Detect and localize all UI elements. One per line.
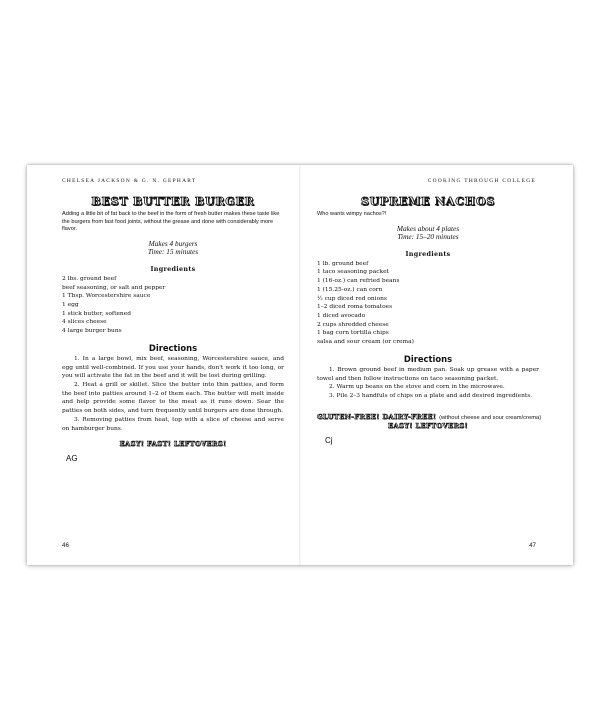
- ingredients-list: [317, 260, 539, 347]
- direction-step: 1. In a large bowl, mix beef, seasoning, Worcestershire sauce, and egg until well-combined. If you use your hands, don't work it too long, or you will activate the fat in the beef and it will be lost during grilling.: [62, 355, 284, 380]
- recipe-tagline: EASY! LEFTOVERS!: [388, 421, 468, 430]
- recipe-time: Time: 15 minutes: [147, 247, 199, 257]
- ingredient-item: beef seasoning, or salt and pepper: [62, 284, 166, 291]
- ingredient-item: 1 (15.25-oz.) can corn: [317, 286, 383, 293]
- ingredient-item: 1–2 diced roma tomatoes: [317, 304, 393, 311]
- ingredient-item: 1 (16-oz.) can refried beans: [317, 278, 400, 285]
- recipe-time: Time: 15–20 minutes: [397, 232, 459, 242]
- ingredient-item: 4 large burger buns: [62, 328, 122, 335]
- ingredient-item: 1 bag corn tortilla chips: [317, 330, 389, 337]
- direction-step: 3. Pile 2–3 handfuls of chips on a plate and add desired ingredients.: [329, 392, 533, 399]
- recipe-tagline-dietary: [317, 412, 542, 421]
- page-number: 46: [62, 542, 69, 549]
- recipe-intro: Adding a little bit of fat back to the beef in the form of fresh butter makes these taste like the burgers from fast food joints, without the grease and done with considerably more flavor.: [62, 211, 280, 233]
- ingredient-item: ½ cup diced red onions: [317, 295, 387, 302]
- ingredient-item: 2 cups shredded cheese: [317, 321, 389, 328]
- page-number: 47: [529, 542, 536, 549]
- running-head-book-title: COOKING THROUGH COLLEGE: [427, 178, 536, 184]
- ingredient-item: 4 slices cheese: [62, 319, 107, 326]
- direction-step: 2. Heat a grill or skillet. Slice the butter into thin patties, and form the beef into patties around 1–2 of them each. The butter will melt inside and help provide some flavor to the meat as it runs down. Sear the patties on both sides, and turn frequently until burgers are done through.: [62, 382, 284, 415]
- ingredient-item: 1 egg: [62, 302, 79, 309]
- recipe-burger: [62, 195, 284, 463]
- recipe-yield: Makes 4 burgers: [148, 238, 198, 248]
- ingredient-item: 1 taco seasoning packet: [317, 269, 389, 276]
- directions-heading: Directions: [403, 353, 453, 364]
- ingredient-item: 1 diced avocado: [317, 313, 366, 319]
- recipe-title: BEST BUTTER BURGER: [91, 195, 255, 208]
- ingredient-item: salsa and sour cream (or crema): [317, 339, 414, 346]
- recipe-yield: Makes about 4 plates: [396, 223, 460, 233]
- running-head-authors: CHELSEA JACKSON & G. N. GEPHART: [62, 178, 197, 184]
- recipe-title: SUPREME NACHOS: [360, 195, 496, 208]
- ingredient-item: 2 lbs. ground beef: [62, 275, 117, 282]
- direction-step: 3. Removing patties from heat, top with a slice of cheese and serve on hamburger buns.: [62, 416, 284, 432]
- direction-step: 1. Brown ground beef in medium pan. Soak up grease with a paper towel and then follow instructions on taco seasoning packet.: [317, 366, 539, 382]
- ingredients-heading: Ingredients: [150, 264, 196, 273]
- directions-list: [317, 366, 539, 401]
- ingredient-item: 1 stick butter, softened: [62, 310, 131, 317]
- dietary-note: (without cheese and sour cream/crema): [439, 414, 542, 421]
- recipe-nachos: [317, 195, 542, 445]
- directions-heading: Directions: [148, 342, 198, 353]
- directions-list: [62, 355, 284, 433]
- recipe-intro: Who wants wimpy nachos?!: [317, 211, 387, 217]
- ingredients-heading: Ingredients: [405, 249, 451, 258]
- ingredient-item: 1 lb. ground beef: [317, 260, 369, 267]
- right-page: [300, 165, 573, 565]
- direction-step: 2. Warm up beans on the stove and corn in the microwave.: [329, 384, 505, 391]
- ingredients-list: [62, 275, 284, 336]
- author-initials: AG: [66, 454, 78, 464]
- left-page: [27, 165, 300, 565]
- recipe-tagline: EASY! FAST! LEFTOVERS!: [119, 440, 227, 449]
- dietary-tags: GLUTEN-FREE! DAIRY-FREE!: [317, 412, 437, 421]
- ingredient-item: 1 Tbsp. Worcestershire sauce: [62, 293, 151, 300]
- book-spread: [27, 165, 573, 565]
- author-initials: Cj: [325, 435, 333, 445]
